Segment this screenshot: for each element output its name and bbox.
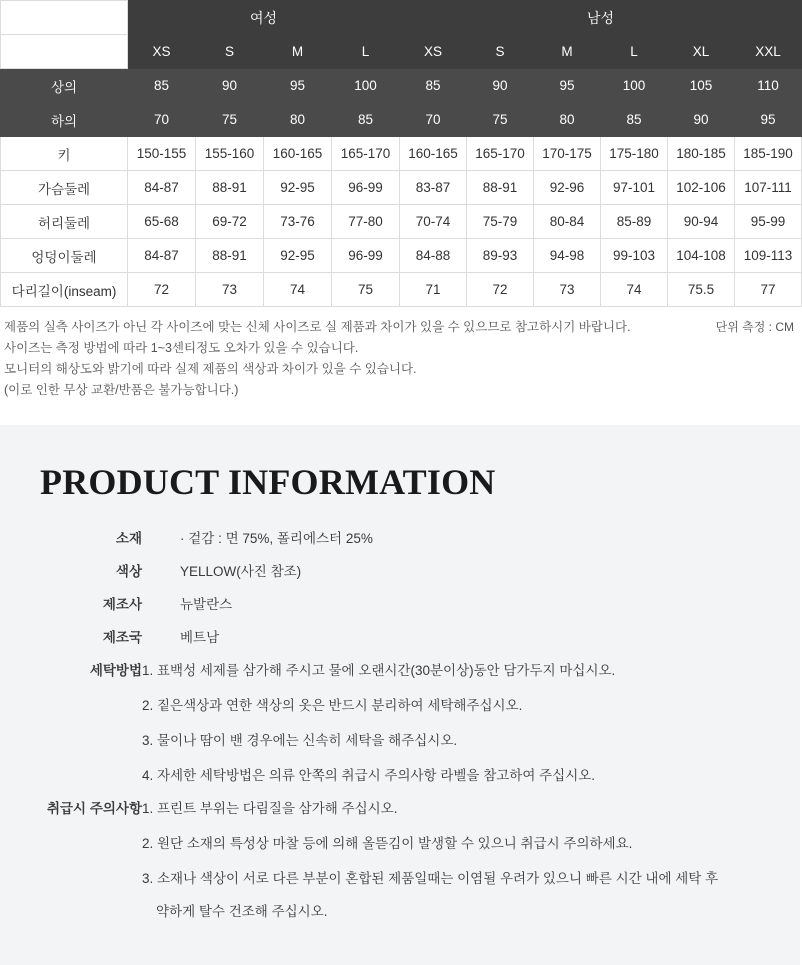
cell-chest-6: 92-96 [534, 171, 601, 205]
table-row-waist [1, 205, 802, 239]
row-label-bottom: 하의 [1, 103, 128, 137]
group-header-women: 여성 [128, 1, 400, 35]
cell-inseam-1: 73 [196, 273, 264, 307]
row-label-height: 키 [1, 137, 128, 171]
cell-bottom-1: 75 [196, 103, 264, 137]
product-information-panel [0, 425, 800, 965]
info-value-caution-list [142, 799, 718, 922]
cell-inseam-4: 71 [400, 273, 467, 307]
size-header-m-s: S [467, 35, 534, 69]
cell-inseam-7: 74 [601, 273, 668, 307]
info-key-manufacturer: 제조사 [102, 597, 142, 612]
cell-waist-1: 69-72 [196, 205, 264, 239]
caution-item-3-line2: 약하게 탈수 건조해 주십시오. [156, 904, 328, 919]
cell-hip-2: 92-95 [264, 239, 332, 273]
size-chart-table [0, 0, 802, 307]
info-key-origin: 제조국 [102, 630, 142, 645]
row-label-hip: 엉덩이둘레 [1, 239, 128, 273]
cell-waist-9: 95-99 [735, 205, 802, 239]
info-row-material [0, 529, 800, 549]
group-header-men: 남성 [400, 1, 802, 35]
info-value-manufacturer: 뉴발란스 [180, 597, 233, 612]
cell-height-5: 165-170 [467, 137, 534, 171]
cell-bottom-8: 90 [668, 103, 735, 137]
size-notes [0, 307, 800, 401]
cell-top-0: 85 [128, 69, 196, 103]
cell-top-9: 110 [735, 69, 802, 103]
cell-top-5: 90 [467, 69, 534, 103]
caution-item-3-line1: 3. 소재나 색상이 서로 다른 부분이 혼합된 제품일때는 이염될 우려가 있으니 빠른 시간 내에 세탁 후 [142, 871, 719, 886]
table-row-height [1, 137, 802, 171]
cell-chest-0: 84-87 [128, 171, 196, 205]
cell-chest-2: 92-95 [264, 171, 332, 205]
cell-hip-7: 99-103 [601, 239, 668, 273]
wash-item-1: 1. 표백성 세제를 삼가해 주시고 물에 오랜시간(30분이상)동안 담가두지 마십시오. [142, 663, 616, 678]
cell-inseam-9: 77 [735, 273, 802, 307]
table-corner-cell-2 [1, 35, 128, 69]
cell-height-7: 175-180 [601, 137, 668, 171]
wash-item-2: 2. 짙은색상과 연한 색상의 옷은 반드시 분리하여 세탁해주십시오. [142, 698, 523, 713]
note-line-1: 제품의 실측 사이즈가 아닌 각 사이즈에 맞는 신체 사이즈로 실 제품과 차이가 있을 수 있으므로 참고하시기 바랍니다. [4, 320, 631, 334]
info-key-color: 색상 [115, 564, 142, 579]
cell-hip-8: 104-108 [668, 239, 735, 273]
cell-height-1: 155-160 [196, 137, 264, 171]
cell-inseam-6: 73 [534, 273, 601, 307]
info-key-material: 소재 [115, 531, 142, 546]
caution-item-2: 2. 원단 소재의 특성상 마찰 등에 의해 올뜯김이 발생할 수 있으니 취급시 주의하세요. [142, 836, 633, 851]
size-header-w-m: M [264, 35, 332, 69]
cell-bottom-0: 70 [128, 103, 196, 137]
cell-chest-3: 96-99 [332, 171, 400, 205]
cell-bottom-2: 80 [264, 103, 332, 137]
table-header-size-row [1, 35, 802, 69]
table-row-hip [1, 239, 802, 273]
size-header-m-m: M [534, 35, 601, 69]
size-header-m-xxl: XXL [735, 35, 802, 69]
size-header-m-xs: XS [400, 35, 467, 69]
cell-waist-0: 65-68 [128, 205, 196, 239]
cell-top-1: 90 [196, 69, 264, 103]
table-row-inseam [1, 273, 802, 307]
info-value-color: YELLOW(사진 참조) [180, 564, 302, 579]
info-key-caution: 취급시 주의사항 [46, 801, 142, 816]
cell-height-6: 170-175 [534, 137, 601, 171]
size-header-w-s: S [196, 35, 264, 69]
cell-top-2: 95 [264, 69, 332, 103]
size-header-m-xl: XL [668, 35, 735, 69]
cell-inseam-2: 74 [264, 273, 332, 307]
cell-height-8: 180-185 [668, 137, 735, 171]
cell-hip-3: 96-99 [332, 239, 400, 273]
cell-bottom-7: 85 [601, 103, 668, 137]
cell-height-9: 185-190 [735, 137, 802, 171]
cell-chest-4: 83-87 [400, 171, 467, 205]
cell-waist-5: 75-79 [467, 205, 534, 239]
cell-hip-1: 88-91 [196, 239, 264, 273]
table-header-group-row [1, 1, 802, 35]
cell-chest-9: 107-111 [735, 171, 802, 205]
cell-waist-3: 77-80 [332, 205, 400, 239]
cell-chest-7: 97-101 [601, 171, 668, 205]
table-row-top [1, 69, 802, 103]
cell-chest-1: 88-91 [196, 171, 264, 205]
wash-item-4: 4. 자세한 세탁방법은 의류 안쪽의 취급시 주의사항 라벨을 참고하여 주십시오. [142, 768, 596, 783]
wash-item-3: 3. 물이나 땀이 밴 경우에는 신속히 세탁을 해주십시오. [142, 733, 458, 748]
size-header-m-l: L [601, 35, 668, 69]
cell-waist-2: 73-76 [264, 205, 332, 239]
info-row-origin [0, 628, 800, 648]
product-information-title: PRODUCT INFORMATION [40, 462, 496, 502]
cell-chest-8: 102-106 [668, 171, 735, 205]
row-label-top: 상의 [1, 69, 128, 103]
cell-height-4: 160-165 [400, 137, 467, 171]
table-corner-cell [1, 1, 128, 35]
cell-top-7: 100 [601, 69, 668, 103]
row-label-chest: 가슴둘레 [1, 171, 128, 205]
caution-item-1: 1. 프린트 부위는 다림질을 삼가해 주십시오. [142, 801, 398, 816]
cell-hip-9: 109-113 [735, 239, 802, 273]
row-label-inseam: 다리길이(inseam) [1, 273, 128, 307]
cell-hip-4: 84-88 [400, 239, 467, 273]
note-line-2: 사이즈는 측정 방법에 따라 1~3센티정도 오차가 있을 수 있습니다. [4, 341, 359, 355]
cell-bottom-9: 95 [735, 103, 802, 137]
unit-note: 단위 측정 : CM [715, 320, 794, 334]
cell-height-2: 160-165 [264, 137, 332, 171]
cell-inseam-8: 75.5 [668, 273, 735, 307]
cell-inseam-3: 75 [332, 273, 400, 307]
cell-top-3: 100 [332, 69, 400, 103]
note-line-3: 모니터의 해상도와 밝기에 따라 실제 제품의 색상과 차이가 있을 수 있습니다. [4, 362, 417, 376]
info-key-wash: 세탁방법 [89, 663, 142, 678]
info-row-wash [0, 661, 800, 786]
info-row-caution [0, 799, 800, 922]
cell-chest-5: 88-91 [467, 171, 534, 205]
info-row-color [0, 562, 800, 582]
cell-waist-7: 85-89 [601, 205, 668, 239]
cell-waist-6: 80-84 [534, 205, 601, 239]
cell-height-0: 150-155 [128, 137, 196, 171]
cell-waist-8: 90-94 [668, 205, 735, 239]
note-line-4: (이로 인한 무상 교환/반품은 불가능합니다.) [4, 383, 239, 397]
cell-bottom-6: 80 [534, 103, 601, 137]
cell-inseam-5: 72 [467, 273, 534, 307]
cell-hip-5: 89-93 [467, 239, 534, 273]
cell-top-8: 105 [668, 69, 735, 103]
row-label-waist: 허리둘레 [1, 205, 128, 239]
cell-waist-4: 70-74 [400, 205, 467, 239]
caution-item-3 [142, 869, 718, 922]
cell-hip-6: 94-98 [534, 239, 601, 273]
cell-bottom-3: 85 [332, 103, 400, 137]
cell-inseam-0: 72 [128, 273, 196, 307]
cell-hip-0: 84-87 [128, 239, 196, 273]
info-value-origin: 베트남 [180, 630, 220, 645]
cell-top-6: 95 [534, 69, 601, 103]
table-row-chest [1, 171, 802, 205]
cell-height-3: 165-170 [332, 137, 400, 171]
size-header-w-xs: XS [128, 35, 196, 69]
cell-bottom-4: 70 [400, 103, 467, 137]
info-value-wash-list [142, 661, 615, 786]
size-header-w-l: L [332, 35, 400, 69]
info-row-manufacturer [0, 595, 800, 615]
cell-top-4: 85 [400, 69, 467, 103]
cell-bottom-5: 75 [467, 103, 534, 137]
info-value-material: · 겉감 : 면 75%, 폴리에스터 25% [180, 531, 373, 546]
table-row-bottom [1, 103, 802, 137]
